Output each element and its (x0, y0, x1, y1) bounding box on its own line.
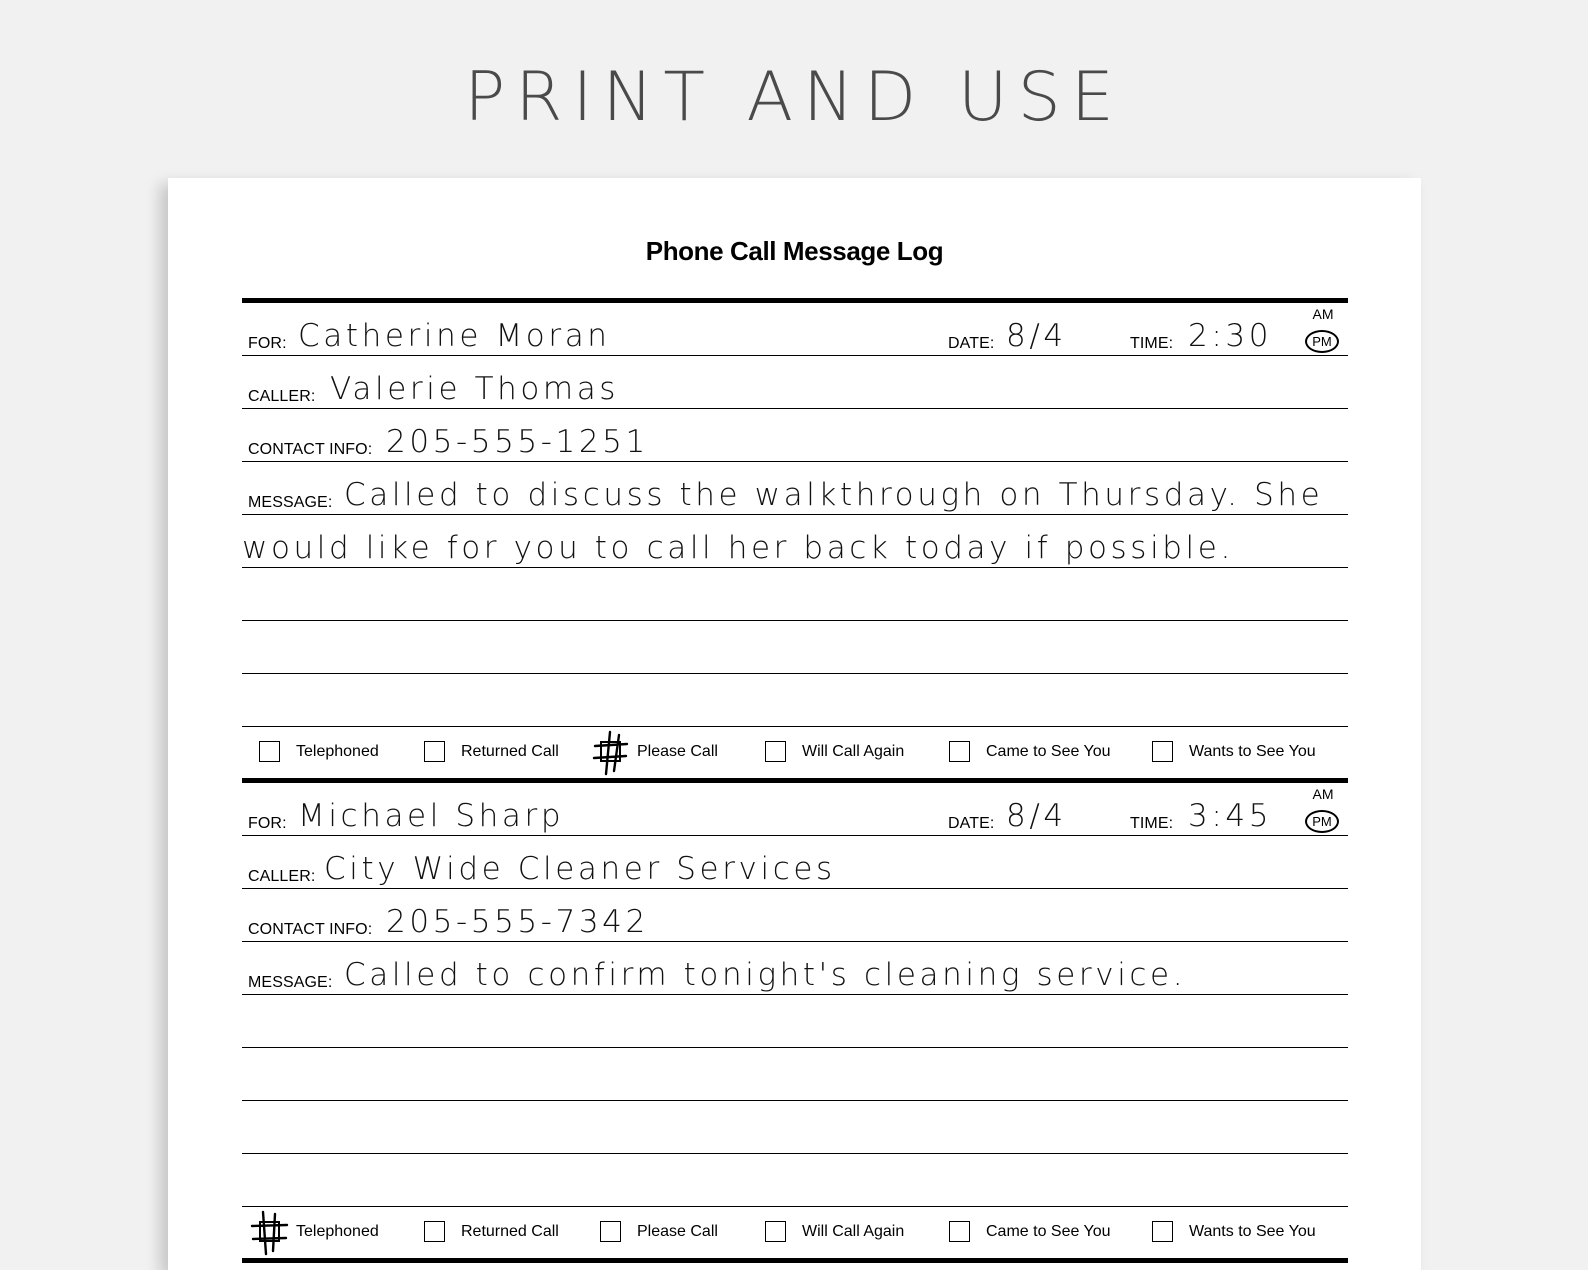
checkbox-box (259, 741, 280, 762)
time-value[interactable]: 2:30 (1188, 318, 1273, 354)
contact-label: CONTACT INFO: (248, 441, 373, 458)
checkbox-label: Please Call (637, 743, 718, 760)
pm-option-circled: PM (1305, 810, 1339, 833)
time-value[interactable]: 3:45 (1188, 798, 1273, 834)
contact-row (242, 408, 1348, 462)
printable-sheet (168, 178, 1421, 1270)
contact-label: CONTACT INFO: (248, 921, 373, 938)
checkbox-box (600, 1221, 621, 1242)
checkbox-box (1152, 741, 1173, 762)
checkbox-row (242, 727, 1348, 779)
blank-line (242, 567, 1348, 621)
message-label: MESSAGE: (248, 494, 333, 511)
hash-check-mark-icon (251, 1211, 289, 1255)
entry-bottom-rule (242, 1258, 1348, 1263)
am-option: AM (1312, 786, 1334, 802)
contact-row (242, 888, 1348, 942)
checkbox-box (949, 741, 970, 762)
checkbox-label: Came to See You (986, 1223, 1111, 1240)
checkbox-box (765, 741, 786, 762)
checkbox-label: Wants to See You (1189, 1223, 1316, 1240)
caller-row (242, 835, 1348, 889)
caller-value[interactable]: City Wide Cleaner Services (324, 851, 836, 887)
checkbox-label: Telephoned (296, 1223, 379, 1240)
checkbox-label: Came to See You (986, 743, 1111, 760)
checkbox-box (949, 1221, 970, 1242)
message-line-2[interactable]: would like for you to call her back today if possible. (242, 530, 1234, 566)
date-value[interactable]: 8/4 (1006, 798, 1067, 834)
date-label: DATE: (948, 335, 995, 352)
message-row-continued (242, 514, 1348, 568)
checkbox-label: Will Call Again (802, 743, 905, 760)
for-value[interactable]: Catherine Moran (298, 318, 611, 354)
am-option: AM (1312, 306, 1334, 322)
am-pm-selector[interactable] (1302, 786, 1344, 834)
message-label: MESSAGE: (248, 974, 333, 991)
date-label: DATE: (948, 815, 995, 832)
checkbox-label: Telephoned (296, 743, 379, 760)
checkbox-box (424, 741, 445, 762)
blank-line (242, 1100, 1348, 1154)
for-row (242, 302, 1348, 356)
for-value[interactable]: Michael Sharp (298, 798, 565, 834)
checkbox-label: Returned Call (461, 743, 559, 760)
message-line-1[interactable]: Called to discuss the walkthrough on Thursday. She (344, 477, 1324, 513)
blank-line (242, 1047, 1348, 1101)
blank-line (242, 673, 1348, 727)
checkbox-label: Will Call Again (802, 1223, 905, 1240)
hash-check-mark-icon (592, 731, 630, 775)
checkbox-box (765, 1221, 786, 1242)
message-line-1[interactable]: Called to confirm tonight's cleaning service. (344, 957, 1187, 993)
for-label: FOR: (248, 335, 287, 352)
blank-line (242, 620, 1348, 674)
caller-row (242, 355, 1348, 409)
time-label: TIME: (1130, 815, 1174, 832)
checkbox-label: Returned Call (461, 1223, 559, 1240)
message-row (242, 941, 1348, 995)
checkbox-row (242, 1207, 1348, 1259)
time-label: TIME: (1130, 335, 1174, 352)
date-value[interactable]: 8/4 (1006, 318, 1067, 354)
pm-option-circled: PM (1305, 330, 1339, 353)
caller-label: CALLER: (248, 388, 316, 405)
blank-line (242, 1153, 1348, 1207)
am-pm-selector[interactable] (1302, 306, 1344, 354)
contact-value[interactable]: 205-555-1251 (386, 424, 649, 460)
checkbox-box (1152, 1221, 1173, 1242)
blank-line (242, 994, 1348, 1048)
for-label: FOR: (248, 815, 287, 832)
checkbox-label: Wants to See You (1189, 743, 1316, 760)
caller-label: CALLER: (248, 868, 316, 885)
checkbox-label: Please Call (637, 1223, 718, 1240)
caller-value[interactable]: Valerie Thomas (330, 371, 620, 407)
for-row (242, 782, 1348, 836)
message-row (242, 461, 1348, 515)
banner-heading: PRINT AND USE (464, 58, 1124, 137)
contact-value[interactable]: 205-555-7342 (386, 904, 649, 940)
checkbox-box (424, 1221, 445, 1242)
document-title: Phone Call Message Log (645, 236, 944, 266)
